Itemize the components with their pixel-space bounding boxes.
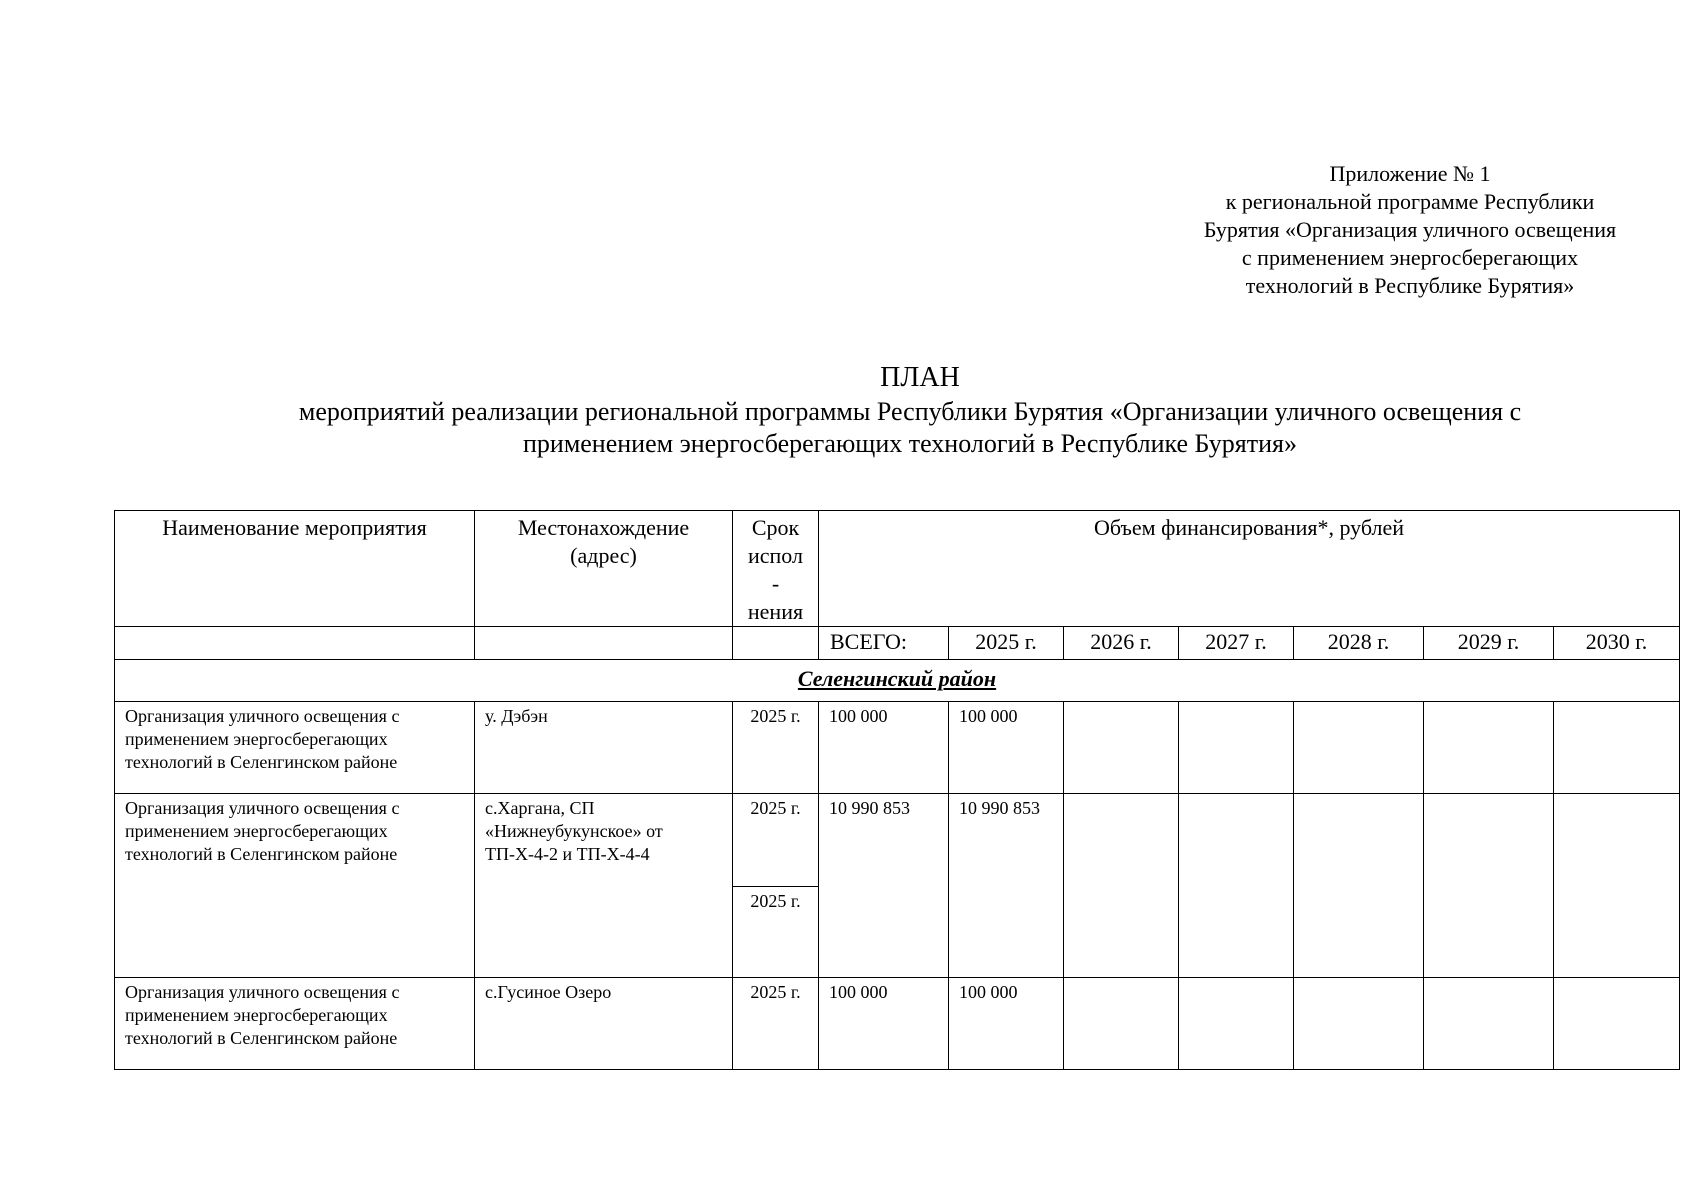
row-location: с.Гусиное Озеро [475, 978, 733, 1070]
year-2029: 2029 г. [1424, 627, 1554, 660]
empty-cell [1554, 978, 1680, 1070]
header-funding: Объем финансирования*, рублей [819, 511, 1680, 627]
plan-title: ПЛАН [880, 362, 960, 393]
term-split [733, 794, 818, 977]
plan-subtitle-line: мероприятий реализации региональной программы Республики Бурятия «Организации уличного освещения с [298, 397, 1522, 426]
row-term: 2025 г. [733, 978, 819, 1070]
section-title: Селенгинский район [115, 660, 1680, 702]
year-2027: 2027 г. [1179, 627, 1294, 660]
empty-cell [1064, 978, 1179, 1070]
empty-cell [1064, 702, 1179, 794]
empty-cell [1179, 702, 1294, 794]
row-location: с.Харгана, СП «Нижнеубукунское» от ТП-Х-4-2 и ТП-Х-4-4 [475, 794, 733, 978]
table-row [115, 978, 1680, 1070]
appendix-line: Бурятия «Организация уличного освещения [1203, 217, 1617, 242]
appendix-line: с применением энергосберегающих [1241, 245, 1579, 270]
appendix-line: к региональной программе Республики [1225, 189, 1595, 214]
row-2025: 100 000 [949, 702, 1064, 794]
empty-cell [475, 627, 733, 660]
appendix-line: технологий в Республике Бурятия» [1245, 273, 1575, 298]
row-2025: 10 990 853 [949, 794, 1064, 978]
empty-cell [1064, 794, 1179, 978]
row-total: 10 990 853 [819, 794, 949, 978]
empty-cell [1294, 702, 1424, 794]
empty-cell [1179, 978, 1294, 1070]
appendix-line: Приложение № 1 [1329, 161, 1491, 186]
row-term-bottom: 2025 г. [750, 890, 801, 911]
header-name: Наименование мероприятия [115, 511, 475, 627]
section-row [115, 660, 1680, 702]
year-2025: 2025 г. [949, 627, 1064, 660]
table-row [115, 794, 1680, 978]
year-2030: 2030 г. [1554, 627, 1680, 660]
empty-cell [1424, 702, 1554, 794]
plan-subtitle [180, 396, 1640, 460]
empty-cell [1424, 794, 1554, 978]
empty-cell [1554, 794, 1680, 978]
row-term: 2025 г. [733, 702, 819, 794]
header-row [115, 511, 1680, 627]
empty-cell [1294, 978, 1424, 1070]
row-total: 100 000 [819, 702, 949, 794]
empty-cell [733, 627, 819, 660]
row-term-top: 2025 г. [733, 794, 818, 886]
empty-cell [115, 627, 475, 660]
plan-subtitle-line: применением энергосберегающих технологий в Республике Бурятия» [522, 429, 1298, 458]
row-2025: 100 000 [949, 978, 1064, 1070]
table-row [115, 702, 1680, 794]
row-location: у. Дэбэн [475, 702, 733, 794]
row-name: Организация уличного освещения с применением энергосберегающих технологий в Селенгинском районе [115, 978, 475, 1070]
plan-table [114, 510, 1680, 1070]
row-total: 100 000 [819, 978, 949, 1070]
row-name: Организация уличного освещения с применением энергосберегающих технологий в Селенгинском районе [115, 702, 475, 794]
year-2026: 2026 г. [1064, 627, 1179, 660]
header-term: Срок испол - нения [733, 511, 819, 627]
empty-cell [1179, 794, 1294, 978]
row-name: Организация уличного освещения с применением энергосберегающих технологий в Селенгинском районе [115, 794, 475, 978]
appendix-block [1150, 160, 1670, 300]
empty-cell [1554, 702, 1680, 794]
years-row [115, 627, 1680, 660]
empty-cell [1294, 794, 1424, 978]
row-term [733, 794, 819, 978]
header-location: Местонахождение (адрес) [475, 511, 733, 627]
year-total: ВСЕГО: [819, 627, 949, 660]
year-2028: 2028 г. [1294, 627, 1424, 660]
empty-cell [1424, 978, 1554, 1070]
